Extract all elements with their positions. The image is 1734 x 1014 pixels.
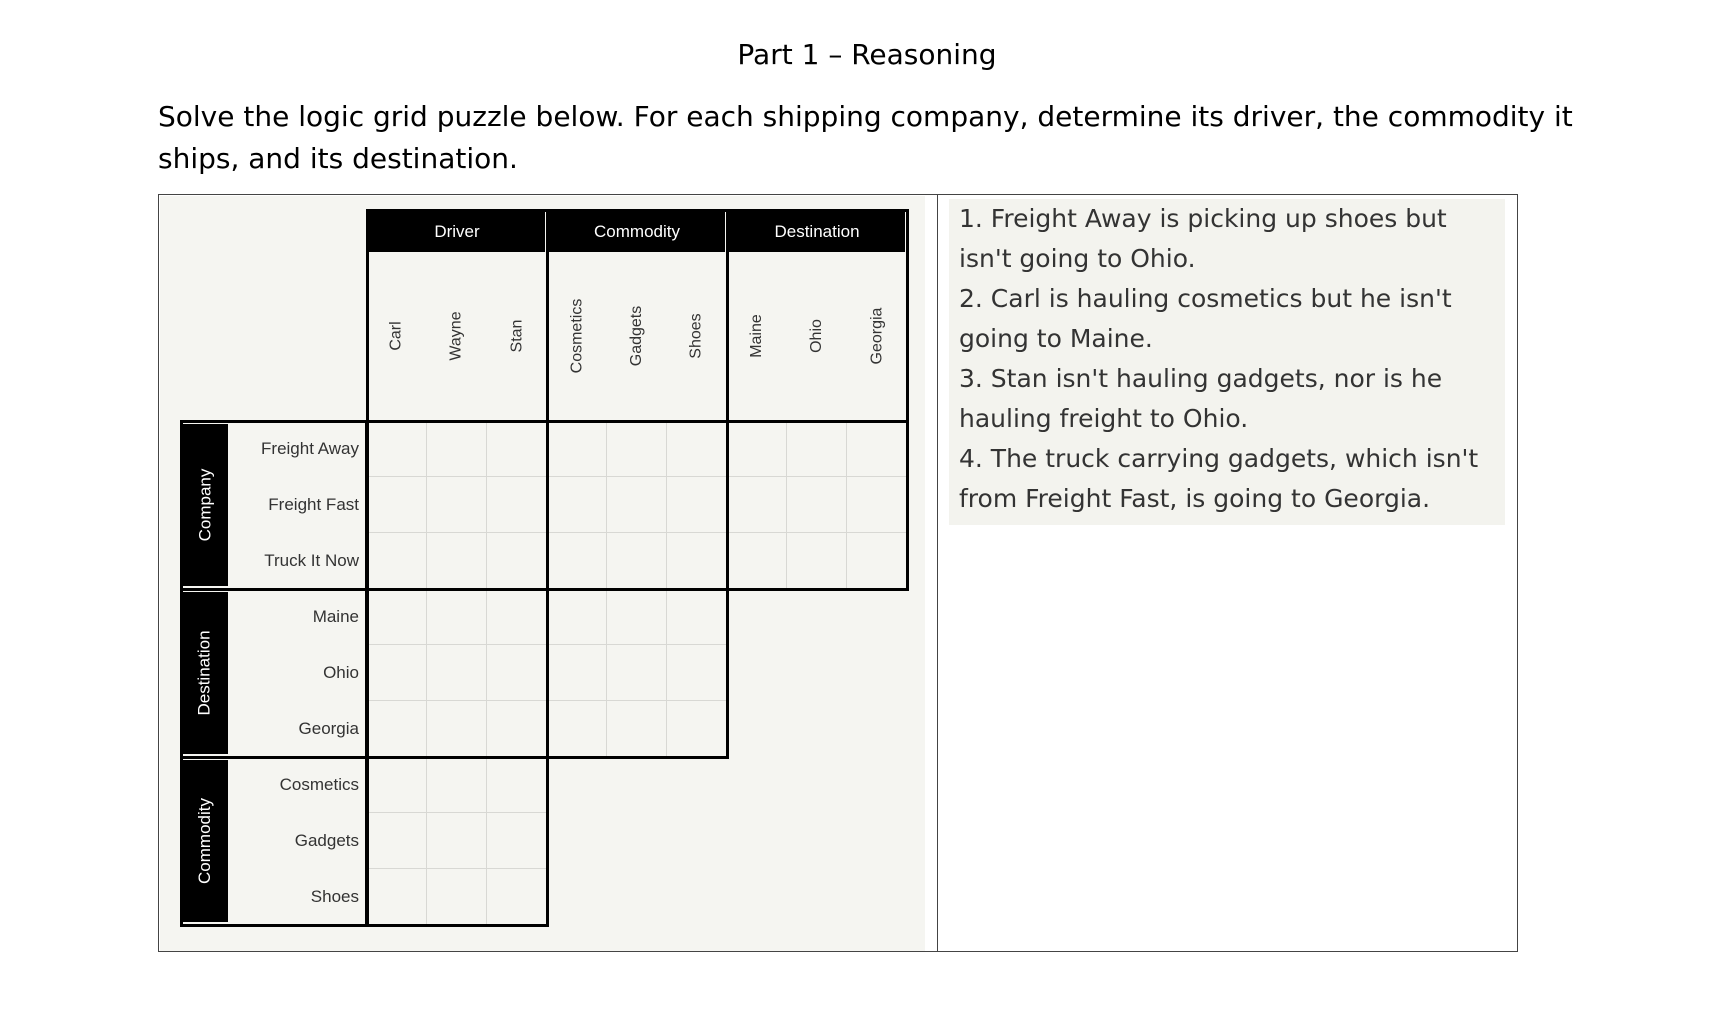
column-label-text: Wayne <box>447 311 465 361</box>
grid-cell[interactable] <box>427 589 487 645</box>
column-label-maine <box>727 256 787 416</box>
column-label-text: Stan <box>507 319 525 353</box>
row-label-freight-fast: Freight Fast <box>268 495 359 514</box>
grid-cell[interactable] <box>367 477 427 533</box>
column-label-text: Georgia <box>867 307 885 365</box>
grid-cell[interactable] <box>607 645 667 701</box>
top-header-destination: Destination <box>729 212 905 252</box>
grid-cell[interactable] <box>727 421 787 477</box>
grid-cell[interactable] <box>667 477 727 533</box>
column-label-carl <box>367 256 427 416</box>
grid-cell[interactable] <box>367 757 427 813</box>
grid-cell[interactable] <box>487 869 547 925</box>
grid-cell[interactable] <box>427 533 487 589</box>
grid-cell[interactable] <box>547 589 607 645</box>
grid-cell[interactable] <box>847 477 907 533</box>
grid-cell[interactable] <box>847 421 907 477</box>
grid-cell[interactable] <box>667 421 727 477</box>
column-label-text: Carl <box>388 321 405 351</box>
grid-cell[interactable] <box>367 701 427 757</box>
grid-cell[interactable] <box>487 589 547 645</box>
grid-cell[interactable] <box>727 533 787 589</box>
instructions-text: Solve the logic grid puzzle below. For each shipping company, determine its driver, the commodity it ships, and its destination. <box>158 100 1573 175</box>
frame-divider <box>937 195 938 951</box>
grid-cell[interactable] <box>487 477 547 533</box>
grid-cell[interactable] <box>487 421 547 477</box>
grid-cell[interactable] <box>367 869 427 925</box>
top-header-driver: Driver <box>369 212 545 252</box>
grid-cell[interactable] <box>367 589 427 645</box>
grid-cell[interactable] <box>487 645 547 701</box>
column-label-gadgets <box>607 256 667 416</box>
row-label-georgia: Georgia <box>298 719 359 738</box>
side-header-text: Commodity <box>195 798 214 884</box>
row-label-truck-it-now: Truck It Now <box>264 551 359 570</box>
grid-cell[interactable] <box>547 421 607 477</box>
row-label-cosmetics: Cosmetics <box>279 775 359 794</box>
grid-cell[interactable] <box>547 701 607 757</box>
column-label-ohio <box>787 256 847 416</box>
grid-cell[interactable] <box>547 533 607 589</box>
puzzle-frame <box>158 194 1518 952</box>
grid-cell[interactable] <box>487 533 547 589</box>
row-label-maine: Maine <box>312 607 359 626</box>
grid-cell[interactable] <box>487 813 547 869</box>
grid-cell[interactable] <box>607 421 667 477</box>
grid-cell[interactable] <box>607 701 667 757</box>
grid-cell[interactable] <box>667 589 727 645</box>
grid-cell[interactable] <box>667 645 727 701</box>
grid-cell[interactable] <box>367 533 427 589</box>
grid-cell[interactable] <box>427 869 487 925</box>
side-header-text: Company <box>195 468 215 542</box>
clue-2: 2. Carl is hauling cosmetics but he isn't going to Maine. <box>959 284 1452 353</box>
row-label-ohio: Ohio <box>323 663 359 682</box>
grid-cell[interactable] <box>427 757 487 813</box>
grid-cell[interactable] <box>787 533 847 589</box>
grid-cell[interactable] <box>427 421 487 477</box>
grid-cell[interactable] <box>607 477 667 533</box>
grid-cell[interactable] <box>547 477 607 533</box>
column-label-text: Shoes <box>688 313 705 359</box>
column-label-georgia <box>847 256 907 416</box>
grid-cell[interactable] <box>367 421 427 477</box>
grid-cell[interactable] <box>427 477 487 533</box>
side-header-text: Destination <box>195 630 214 716</box>
column-label-cosmetics <box>547 256 607 416</box>
grid-cell[interactable] <box>667 533 727 589</box>
clue-4: 4. The truck carrying gadgets, which isn't from Freight Fast, is going to Georgia. <box>959 444 1479 513</box>
clues-panel <box>949 199 1505 525</box>
grid-cell[interactable] <box>367 813 427 869</box>
grid-cell[interactable] <box>787 421 847 477</box>
grid-cell[interactable] <box>727 477 787 533</box>
grid-cell[interactable] <box>427 701 487 757</box>
column-label-stan <box>487 256 547 416</box>
column-label-shoes <box>667 256 727 416</box>
grid-cell[interactable] <box>847 533 907 589</box>
grid-cell[interactable] <box>487 757 547 813</box>
column-label-text: Gadgets <box>628 305 646 367</box>
grid-cell[interactable] <box>427 645 487 701</box>
grid-cell[interactable] <box>367 645 427 701</box>
grid-cell[interactable] <box>427 813 487 869</box>
grid-cell[interactable] <box>547 645 607 701</box>
grid-cell[interactable] <box>607 589 667 645</box>
column-label-text: Ohio <box>807 319 825 353</box>
row-label-shoes: Shoes <box>310 887 359 906</box>
grid-cell[interactable] <box>667 701 727 757</box>
logic-grid <box>160 196 925 951</box>
top-header-commodity: Commodity <box>549 212 725 252</box>
grid-cell[interactable] <box>787 477 847 533</box>
row-label-freight-away: Freight Away <box>261 439 359 458</box>
page-title: Part 1 – Reasoning <box>737 38 997 71</box>
clue-1: 1. Freight Away is picking up shoes but isn't going to Ohio. <box>959 204 1447 273</box>
column-label-text: Cosmetics <box>568 298 585 374</box>
grid-cell[interactable] <box>607 533 667 589</box>
grid-cell[interactable] <box>487 701 547 757</box>
column-label-wayne <box>427 256 487 416</box>
row-label-gadgets: Gadgets <box>294 831 359 850</box>
clue-3: 3. Stan isn't hauling gadgets, nor is he hauling freight to Ohio. <box>959 364 1443 433</box>
column-label-text: Maine <box>747 314 765 358</box>
